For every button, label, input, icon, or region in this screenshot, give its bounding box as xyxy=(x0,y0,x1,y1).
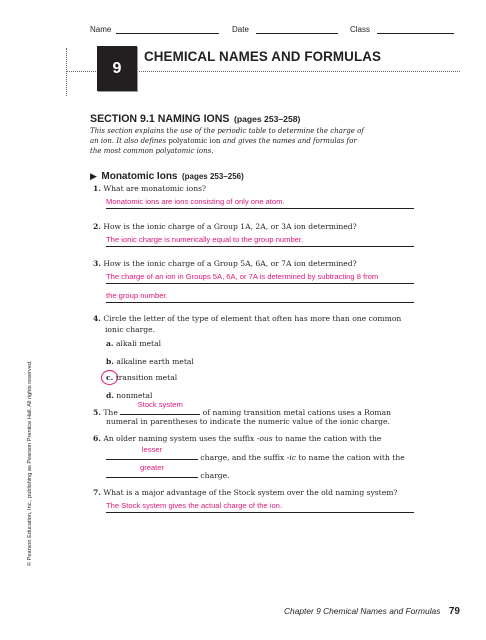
question-5-line-2: numeral in parentheses to indicate the numeric value of the ionic charge. xyxy=(106,417,390,426)
section-title-text: SECTION 9.1 NAMING IONS xyxy=(90,113,230,125)
question-6-line-2: lesser charge, and the suffix -ic to name the cation with the xyxy=(106,450,405,463)
choice-c[interactable]: c. transition metal xyxy=(106,373,178,382)
answer-5: Stock system xyxy=(137,400,183,409)
section-pages: (pages 253–258) xyxy=(233,114,301,124)
question-1: 1. What are monatomic ions? xyxy=(93,184,207,193)
subsection-pages: (pages 253–256) xyxy=(181,172,244,181)
intro-line-3: the most common polyatomic ions. xyxy=(90,147,214,155)
question-4: 4. Circle the letter of the type of element that often has more than one common ionic charge. xyxy=(93,314,402,334)
question-7: 7. What is a major advantage of the Stock system over the old naming system? xyxy=(93,488,398,497)
section-title xyxy=(90,109,300,127)
chapter-number: 9 xyxy=(112,59,122,77)
blank-5[interactable] xyxy=(120,400,200,415)
copyright-notice: © Pearson Education, Inc., publishing as Pearson Prentice Hall. All rights reserved. xyxy=(27,360,33,566)
answer-3-line-1 xyxy=(106,283,414,284)
date-field[interactable] xyxy=(256,33,338,34)
question-3: 3. How is the ionic charge of a Group 5A, 6A, or 7A ion determined? xyxy=(93,259,357,268)
answer-3-line-2 xyxy=(106,302,414,303)
page-number: 79 xyxy=(448,606,460,617)
footer xyxy=(284,601,460,619)
choice-b[interactable]: b. alkaline earth metal xyxy=(106,357,194,366)
footer-chapter-text: Chapter 9 Chemical Names and Formulas xyxy=(284,606,441,616)
intro-line-1: This section explains the use of the periodic table to determine the charge of xyxy=(90,127,364,135)
intro-term: polyatomic ion xyxy=(168,137,221,145)
class-field[interactable] xyxy=(377,33,454,34)
answer-3-continued[interactable]: the group number. xyxy=(106,291,168,300)
chapter-number-box xyxy=(97,46,137,91)
name-field[interactable] xyxy=(116,33,219,34)
choice-d[interactable]: d. nonmetal xyxy=(106,391,153,400)
answer-1[interactable]: Monatomic ions are ions consisting of only one atom. xyxy=(106,197,285,206)
question-6-line-3: greater charge. xyxy=(106,468,230,481)
intro-line-2: an ion. It also defines polyatomic ion and gives the names and formulas for xyxy=(90,137,357,145)
chapter-dotted-vertical xyxy=(66,48,67,96)
question-5: 5. The Stock system of naming transition metal cations uses a Roman xyxy=(93,400,392,417)
name-label: Name xyxy=(90,25,112,34)
answer-2[interactable]: The ionic charge is numerically equal to the group number. xyxy=(106,235,304,244)
subsection-heading xyxy=(90,166,244,184)
subsection-title: Monatomic Ions xyxy=(101,171,178,182)
class-label: Class xyxy=(350,25,371,34)
answer-6a: lesser xyxy=(141,445,163,454)
answer-2-line xyxy=(106,246,414,247)
date-label: Date xyxy=(232,25,249,34)
choice-a[interactable]: a. alkali metal xyxy=(106,339,162,348)
triangle-bullet-icon: ▶ xyxy=(90,171,97,181)
answer-7-line xyxy=(106,512,414,513)
answer-6b: greater xyxy=(139,463,165,472)
question-2: 2. How is the ionic charge of a Group 1A, 2A, or 3A ion determined? xyxy=(93,222,357,231)
answer-7[interactable]: The Stock system gives the actual charge of the ion. xyxy=(106,501,283,510)
answer-1-line xyxy=(106,208,414,209)
chapter-title: CHEMICAL NAMES AND FORMULAS xyxy=(144,49,382,64)
blank-6a[interactable] xyxy=(106,445,198,460)
section-intro xyxy=(90,126,364,156)
question-6: 6. An older naming system uses the suffix -ous to name the cation with the xyxy=(93,434,382,443)
answer-3[interactable]: The charge of an ion in Groups 5A, 6A, or 7A is determined by subtracting 8 from xyxy=(106,272,379,281)
